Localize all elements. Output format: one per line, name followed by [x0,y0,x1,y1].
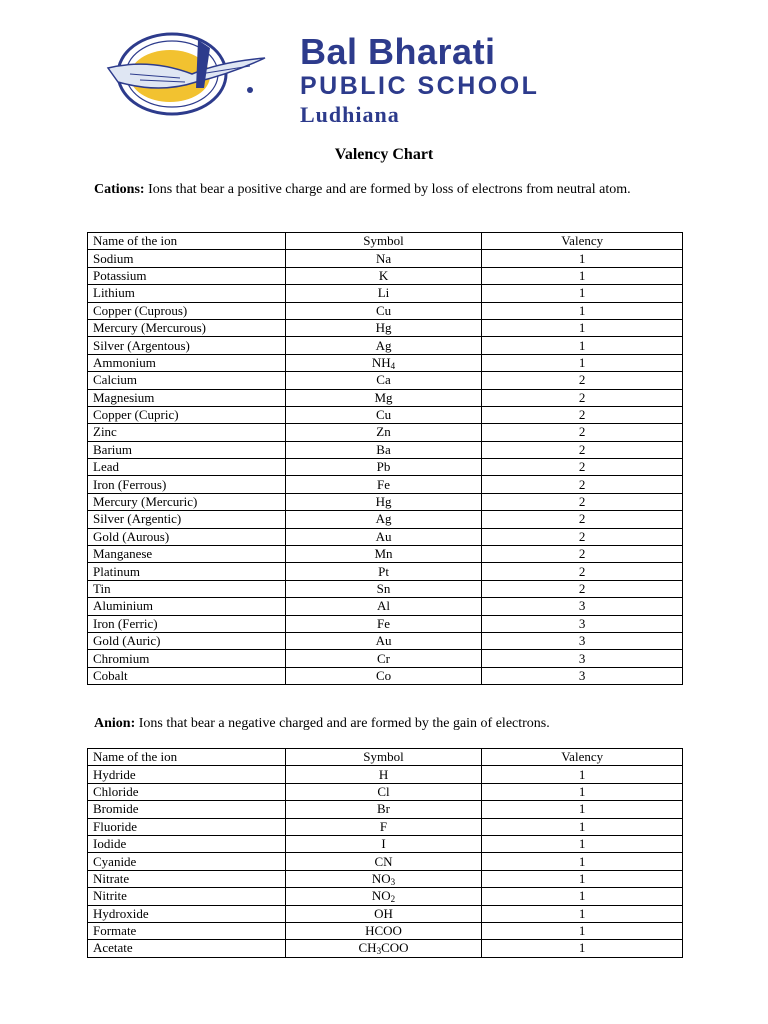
valency-cell: 2 [482,493,683,510]
valency-cell: 2 [482,563,683,580]
valency-cell: 1 [482,267,683,284]
ion-name-cell: Iodide [88,835,286,852]
ion-name-cell: Gold (Aurous) [88,528,286,545]
valency-cell: 1 [482,354,683,371]
ion-name-cell: Mercury (Mercurous) [88,319,286,336]
symbol-cell: Fe [285,476,482,493]
ion-name-cell: Ammonium [88,354,286,371]
ion-name-cell: Gold (Auric) [88,632,286,649]
table-row [88,870,683,887]
ion-name-cell: Platinum [88,563,286,580]
valency-cell: 1 [482,337,683,354]
symbol-cell: Fe [285,615,482,632]
valency-cell: 3 [482,615,683,632]
table-row [88,337,683,354]
valency-cell: 2 [482,476,683,493]
ion-name-cell: Iron (Ferrous) [88,476,286,493]
table-row [88,835,683,852]
symbol-cell: H [285,766,482,783]
valency-cell: 3 [482,667,683,684]
symbol-cell: Au [285,528,482,545]
table-row [88,650,683,667]
table-row [88,783,683,800]
valency-cell: 1 [482,940,683,957]
symbol-cell: Zn [285,424,482,441]
table-header-row [88,749,683,766]
table-row [88,285,683,302]
school-name: Bal Bharati [300,31,496,72]
ion-name-cell: Barium [88,441,286,458]
anions-table [87,748,683,958]
table-row [88,476,683,493]
symbol-cell: Cu [285,406,482,423]
school-city: Ludhiana [300,102,400,127]
table-row [88,389,683,406]
table-row [88,766,683,783]
symbol-cell: Cl [285,783,482,800]
table-header-row [88,233,683,250]
ion-name-cell: Magnesium [88,389,286,406]
symbol-cell: I [285,835,482,852]
symbol-cell: Al [285,598,482,615]
ion-name-cell: Lithium [88,285,286,302]
anions-heading: Anion: [94,716,136,731]
table-row [88,563,683,580]
table-row [88,905,683,922]
table-row [88,302,683,319]
table-row [88,424,683,441]
valency-cell: 1 [482,801,683,818]
column-header-valency: Valency [482,749,683,766]
ion-name-cell: Silver (Argentic) [88,511,286,528]
table-row [88,632,683,649]
ion-name-cell: Mercury (Mercuric) [88,493,286,510]
table-row [88,528,683,545]
ion-name-cell: Hydride [88,766,286,783]
symbol-cell: Mn [285,546,482,563]
valency-cell: 2 [482,441,683,458]
symbol-cell: Ca [285,372,482,389]
valency-cell: 2 [482,511,683,528]
valency-cell: 1 [482,870,683,887]
column-header-name: Name of the ion [88,749,286,766]
table-row [88,511,683,528]
symbol-cell: $NO_2$ [285,888,482,905]
ion-name-cell: Bromide [88,801,286,818]
valency-cell: 2 [482,372,683,389]
ion-name-cell: Silver (Argentous) [88,337,286,354]
symbol-cell: Mg [285,389,482,406]
symbol-cell: $CH_3COO$ [285,940,482,957]
valency-cell: 2 [482,546,683,563]
symbol-cell: Pt [285,563,482,580]
valency-cell: 1 [482,905,683,922]
valency-cell: 2 [482,406,683,423]
symbol-cell: Pb [285,459,482,476]
valency-cell: 3 [482,650,683,667]
table-row [88,267,683,284]
ion-name-cell: Iron (Ferric) [88,615,286,632]
ion-name-cell: Copper (Cuprous) [88,302,286,319]
ion-name-cell: Calcium [88,372,286,389]
symbol-cell: Cu [285,302,482,319]
table-row [88,319,683,336]
ion-name-cell: Manganese [88,546,286,563]
symbol-cell: Li [285,285,482,302]
ion-name-cell: Fluoride [88,818,286,835]
ion-name-cell: Sodium [88,250,286,267]
table-row [88,250,683,267]
logo-emblem-icon [100,28,300,118]
valency-cell: 1 [482,766,683,783]
symbol-cell: CN [285,853,482,870]
symbol-cell: $NO_3$ [285,870,482,887]
valency-cell: 1 [482,835,683,852]
symbol-cell: Ag [285,511,482,528]
anions-description [94,713,674,734]
ion-name-cell: Zinc [88,424,286,441]
valency-cell: 3 [482,598,683,615]
column-header-symbol: Symbol [285,233,482,250]
cations-table [87,232,683,685]
column-header-name: Name of the ion [88,233,286,250]
symbol-cell: Sn [285,580,482,597]
ion-name-cell: Cobalt [88,667,286,684]
valency-cell: 2 [482,389,683,406]
valency-cell: 2 [482,459,683,476]
ion-name-cell: Tin [88,580,286,597]
symbol-cell: $NH_4$ [285,354,482,371]
cations-heading: Cations: [94,182,145,197]
symbol-cell: Hg [285,319,482,336]
cations-text: Ions that bear a positive charge and are formed by loss of electrons from neutral atom. [144,182,631,197]
valency-cell: 2 [482,424,683,441]
valency-cell: 2 [482,528,683,545]
table-row [88,354,683,371]
school-type: PUBLIC SCHOOL [300,72,540,100]
table-row [88,615,683,632]
table-row [88,922,683,939]
symbol-cell: HCOO [285,922,482,939]
cations-description [94,179,674,200]
table-row [88,667,683,684]
ion-name-cell: Chromium [88,650,286,667]
valency-cell: 1 [482,922,683,939]
valency-cell: 3 [482,632,683,649]
ion-name-cell: Hydroxide [88,905,286,922]
symbol-cell: OH [285,905,482,922]
valency-cell: 1 [482,302,683,319]
symbol-cell: Ba [285,441,482,458]
ion-name-cell: Copper (Cupric) [88,406,286,423]
valency-cell: 2 [482,580,683,597]
symbol-cell: Hg [285,493,482,510]
ion-name-cell: Nitrate [88,870,286,887]
table-row [88,459,683,476]
symbol-cell: Cr [285,650,482,667]
column-header-symbol: Symbol [285,749,482,766]
school-logo [100,28,300,118]
table-row [88,598,683,615]
school-name-block [300,31,540,128]
table-row [88,406,683,423]
page-title: Valency Chart [334,146,434,163]
ion-name-cell: Nitrite [88,888,286,905]
valency-cell: 1 [482,250,683,267]
table-row [88,493,683,510]
table-row [88,801,683,818]
ion-name-cell: Acetate [88,940,286,957]
table-row [88,441,683,458]
symbol-cell: F [285,818,482,835]
valency-cell: 1 [482,285,683,302]
ion-name-cell: Aluminium [88,598,286,615]
ion-name-cell: Cyanide [88,853,286,870]
anions-text: Ions that bear a negative charged and are formed by the gain of electrons. [135,716,550,731]
symbol-cell: Co [285,667,482,684]
valency-cell: 1 [482,319,683,336]
table-row [88,580,683,597]
valency-cell: 1 [482,783,683,800]
table-row [88,818,683,835]
table-row [88,940,683,957]
symbol-cell: Br [285,801,482,818]
ion-name-cell: Formate [88,922,286,939]
ion-name-cell: Potassium [88,267,286,284]
table-row [88,853,683,870]
valency-cell: 1 [482,818,683,835]
symbol-cell: Au [285,632,482,649]
symbol-cell: Na [285,250,482,267]
valency-cell: 1 [482,888,683,905]
column-header-valency: Valency [482,233,683,250]
ion-name-cell: Lead [88,459,286,476]
table-row [88,546,683,563]
table-row [88,888,683,905]
ion-name-cell: Chloride [88,783,286,800]
symbol-cell: Ag [285,337,482,354]
table-row [88,372,683,389]
symbol-cell: K [285,267,482,284]
valency-cell: 1 [482,853,683,870]
